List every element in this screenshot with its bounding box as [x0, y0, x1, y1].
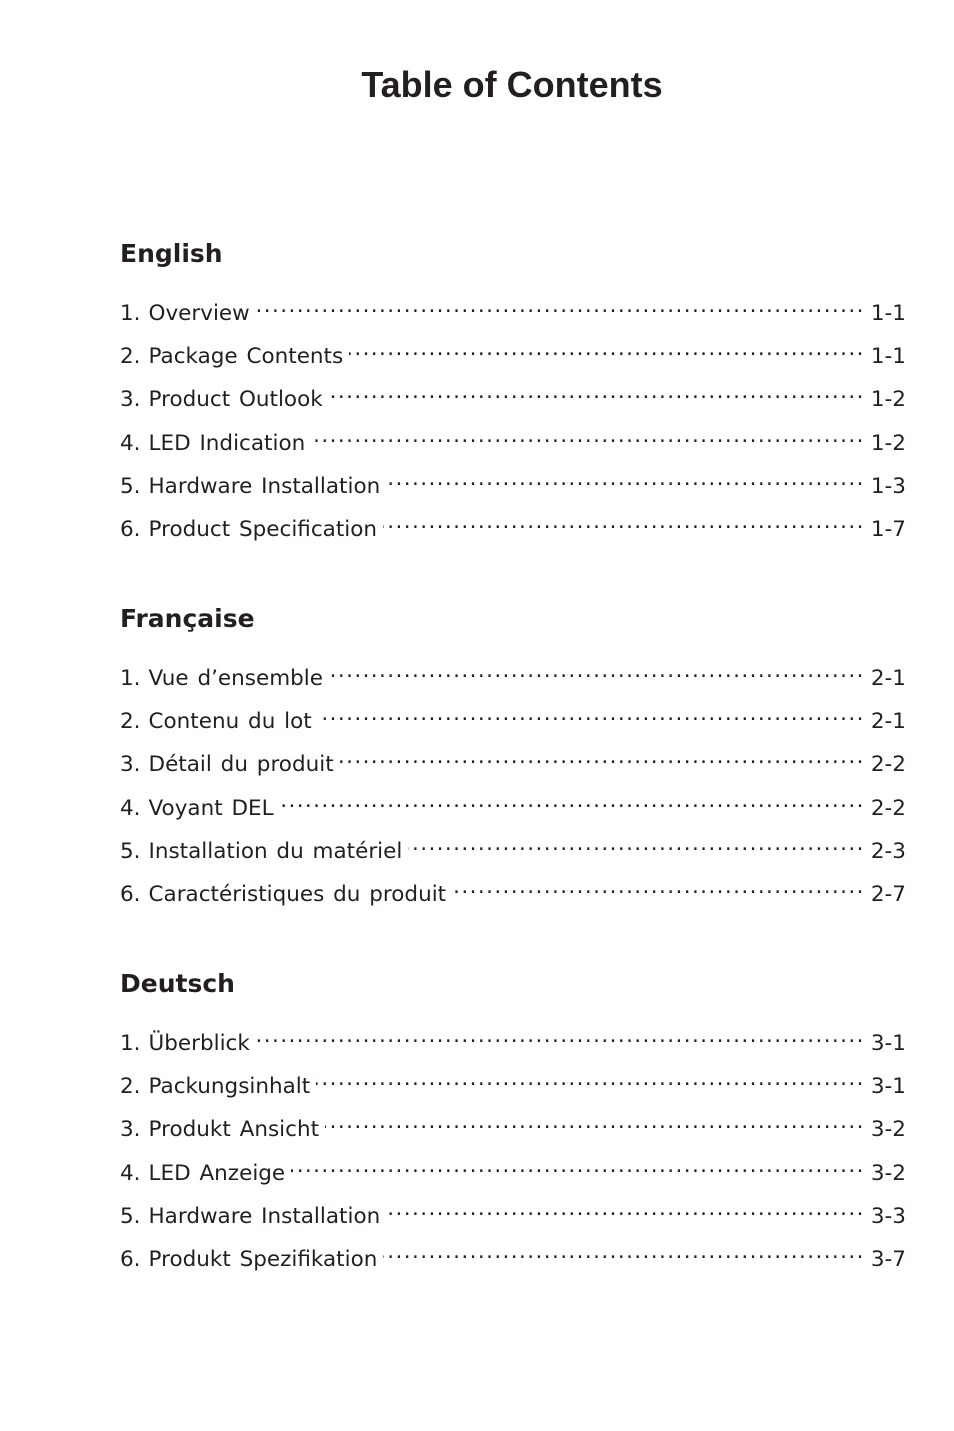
- dot-leader: [329, 378, 865, 406]
- toc-section-english: [120, 238, 906, 542]
- entry-page-number: 3-1: [870, 1074, 906, 1100]
- entry-number: 2.: [120, 1074, 141, 1100]
- entry-page-number: 1-1: [870, 301, 906, 326]
- dot-leader: [349, 335, 865, 363]
- toc-entry[interactable]: [120, 422, 906, 465]
- entry-number: 5.: [120, 1203, 141, 1229]
- entry-number: 1.: [120, 1031, 141, 1056]
- dot-leader: [316, 1065, 865, 1093]
- entry-page-number: 1-7: [870, 516, 906, 542]
- entry-page-number: 3-1: [870, 1031, 906, 1056]
- entry-number: 2.: [120, 709, 141, 735]
- entry-title: LED Anzeige: [148, 1160, 286, 1186]
- toc-list: [120, 657, 906, 916]
- page-title: Table of Contents: [361, 64, 663, 105]
- entry-number: 6.: [120, 516, 141, 542]
- entry-number: 3.: [120, 1117, 141, 1143]
- toc-entry[interactable]: [120, 1195, 906, 1238]
- entry-number: 2.: [120, 344, 141, 370]
- page-title-wrap: [0, 62, 954, 108]
- section-heading: Deutsch: [120, 969, 235, 998]
- dot-leader: [280, 787, 865, 815]
- entry-title: Produkt Ansicht: [148, 1117, 319, 1143]
- dot-leader: [318, 700, 865, 728]
- toc-entry[interactable]: [120, 1022, 906, 1065]
- entry-title: Caractéristiques du produit: [148, 881, 447, 907]
- toc-section-german: [120, 968, 906, 1272]
- section-heading: Française: [120, 604, 255, 633]
- toc-entry[interactable]: [120, 657, 906, 700]
- entry-title: Product Outlook: [148, 387, 323, 413]
- entry-page-number: 1-2: [870, 430, 906, 456]
- entry-page-number: 3-3: [870, 1203, 906, 1229]
- dot-leader: [291, 1152, 865, 1180]
- entry-title: Packungsinhalt: [148, 1074, 311, 1100]
- entry-number: 4.: [120, 1160, 141, 1186]
- entry-page-number: 1-3: [870, 473, 906, 499]
- entry-title: Product Specification: [148, 516, 378, 542]
- dot-leader: [386, 1195, 865, 1223]
- toc-entry[interactable]: [120, 292, 906, 335]
- entry-title: Package Contents: [148, 344, 344, 370]
- toc-entry[interactable]: [120, 1152, 906, 1195]
- entry-title: Voyant DEL: [148, 795, 274, 821]
- dot-leader: [325, 1108, 865, 1136]
- dot-leader: [340, 743, 865, 771]
- dot-leader: [452, 873, 865, 901]
- entry-title: Hardware Installation: [148, 473, 381, 499]
- dot-leader: [311, 422, 865, 450]
- dot-leader: [256, 292, 865, 320]
- entry-number: 4.: [120, 795, 141, 821]
- entry-page-number: 3-2: [870, 1160, 906, 1186]
- entry-number: 6.: [120, 881, 141, 907]
- toc-entry[interactable]: [120, 508, 906, 551]
- entry-title: Vue d’ensemble: [148, 666, 324, 691]
- entry-number: 3.: [120, 387, 141, 413]
- dot-leader: [408, 830, 865, 858]
- toc-list: [120, 292, 906, 551]
- toc-entry[interactable]: [120, 335, 906, 378]
- entry-page-number: 1-2: [870, 387, 906, 413]
- entry-title: Détail du produit: [148, 752, 334, 778]
- dot-leader: [383, 508, 865, 536]
- entry-page-number: 2-7: [870, 881, 906, 907]
- entry-page-number: 2-2: [870, 795, 906, 821]
- entry-page-number: 3-2: [870, 1117, 906, 1143]
- toc-entry[interactable]: [120, 1065, 906, 1108]
- toc-entry[interactable]: [120, 830, 906, 873]
- entry-number: 1.: [120, 301, 141, 326]
- dot-leader: [386, 465, 865, 493]
- toc-entry[interactable]: [120, 787, 906, 830]
- entry-page-number: 2-2: [870, 752, 906, 778]
- entry-page-number: 2-1: [870, 666, 906, 691]
- entry-title: Hardware Installation: [148, 1203, 381, 1229]
- toc-entry[interactable]: [120, 1108, 906, 1151]
- entry-title: Installation du matériel: [148, 838, 403, 864]
- entry-page-number: 3-7: [870, 1246, 906, 1272]
- entry-number: 1.: [120, 666, 141, 691]
- toc-entry[interactable]: [120, 743, 906, 786]
- section-heading: English: [120, 239, 223, 268]
- dot-leader: [383, 1238, 865, 1266]
- entry-number: 5.: [120, 838, 141, 864]
- toc-section-french: [120, 603, 906, 907]
- entry-title: Contenu du lot: [148, 709, 312, 735]
- entry-number: 3.: [120, 752, 141, 778]
- entry-number: 5.: [120, 473, 141, 499]
- dot-leader: [329, 657, 865, 685]
- entry-number: 6.: [120, 1246, 141, 1272]
- entry-title: Überblick: [148, 1031, 250, 1056]
- toc-entry[interactable]: [120, 1238, 906, 1281]
- entry-page-number: 1-1: [870, 344, 906, 370]
- toc-entry[interactable]: [120, 378, 906, 421]
- toc-list: [120, 1022, 906, 1281]
- entry-page-number: 2-3: [870, 838, 906, 864]
- toc-entry[interactable]: [120, 465, 906, 508]
- entry-title: LED Indication: [148, 430, 306, 456]
- entry-title: Produkt Spezifikation: [148, 1246, 378, 1272]
- entry-number: 4.: [120, 430, 141, 456]
- toc-entry[interactable]: [120, 873, 906, 916]
- entry-title: Overview: [148, 301, 250, 326]
- dot-leader: [256, 1022, 865, 1050]
- entry-page-number: 2-1: [870, 709, 906, 735]
- toc-entry[interactable]: [120, 700, 906, 743]
